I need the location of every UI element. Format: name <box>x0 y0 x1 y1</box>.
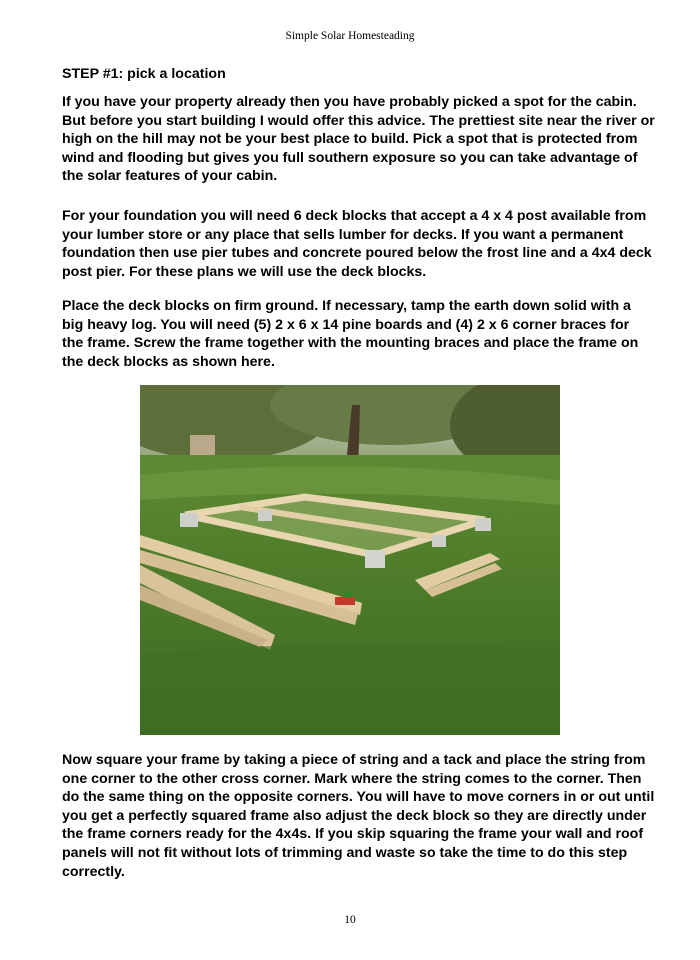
foundation-frame-photo <box>140 385 560 735</box>
text-line: the frame. Screw the frame together with the mounting braces and place the frame on <box>62 335 639 352</box>
text-line: the solar features of your cabin. <box>62 168 278 185</box>
text-line: the deck blocks as shown here. <box>62 353 275 370</box>
text-line: Now square your frame by taking a piece of string and a tack and place the string from <box>62 752 646 768</box>
text-line: big heavy log. You will need (5) 2 x 6 x 14 pine boards and (4) 2 x 6 corner braces for <box>62 316 630 333</box>
text-line: For your foundation you will need 6 deck blocks that accept a 4 x 4 post available from <box>62 208 647 224</box>
page-number: 10 <box>344 914 356 926</box>
paragraph-4 <box>62 751 662 881</box>
text-line: do the same thing on the opposite corners. You will have to move corners in or out until <box>62 789 655 806</box>
running-header: Simple Solar Homesteading <box>285 30 415 42</box>
text-line: you get a perfectly squared frame also adjust the deck block so they are directly under <box>62 807 647 824</box>
step-heading: STEP #1: pick a location <box>62 66 226 82</box>
text-line: correctly. <box>62 863 125 880</box>
text-line: panels will not fit without lots of trimming and waste so take the time to do this step <box>62 844 628 861</box>
text-line: your lumber store or any place that sells lumber for decks. If you want a permanent <box>62 226 624 243</box>
text-line: If you have your property already then you have probably picked a spot for the cabin. <box>62 94 637 110</box>
paragraph-2 <box>62 207 662 281</box>
paragraph-1 <box>62 93 662 186</box>
text-line: Place the deck blocks on firm ground. If necessary, tamp the earth down solid with a <box>62 298 631 314</box>
text-line: the frame corners ready for the 4x4s. If you skip squaring the frame your wall and roof <box>62 826 644 843</box>
text-line: wind and flooding but gives you full southern exposure so you can take advantage of <box>62 149 638 166</box>
text-line: foundation then use pier tubes and concrete poured below the frost line and a 4x4 deck <box>62 245 652 262</box>
text-line: high on the hill may not be your best place to build. Pick a spot that is protected from <box>62 131 638 148</box>
text-line: post pier. For these plans we will use the deck blocks. <box>62 263 427 280</box>
text-line: But before you start building I would offer this advice. The prettiest site near the river or <box>62 112 655 129</box>
paragraph-3 <box>62 297 662 371</box>
text-line: one corner to the other cross corner. Mark where the string comes to the corner. Then <box>62 770 642 787</box>
